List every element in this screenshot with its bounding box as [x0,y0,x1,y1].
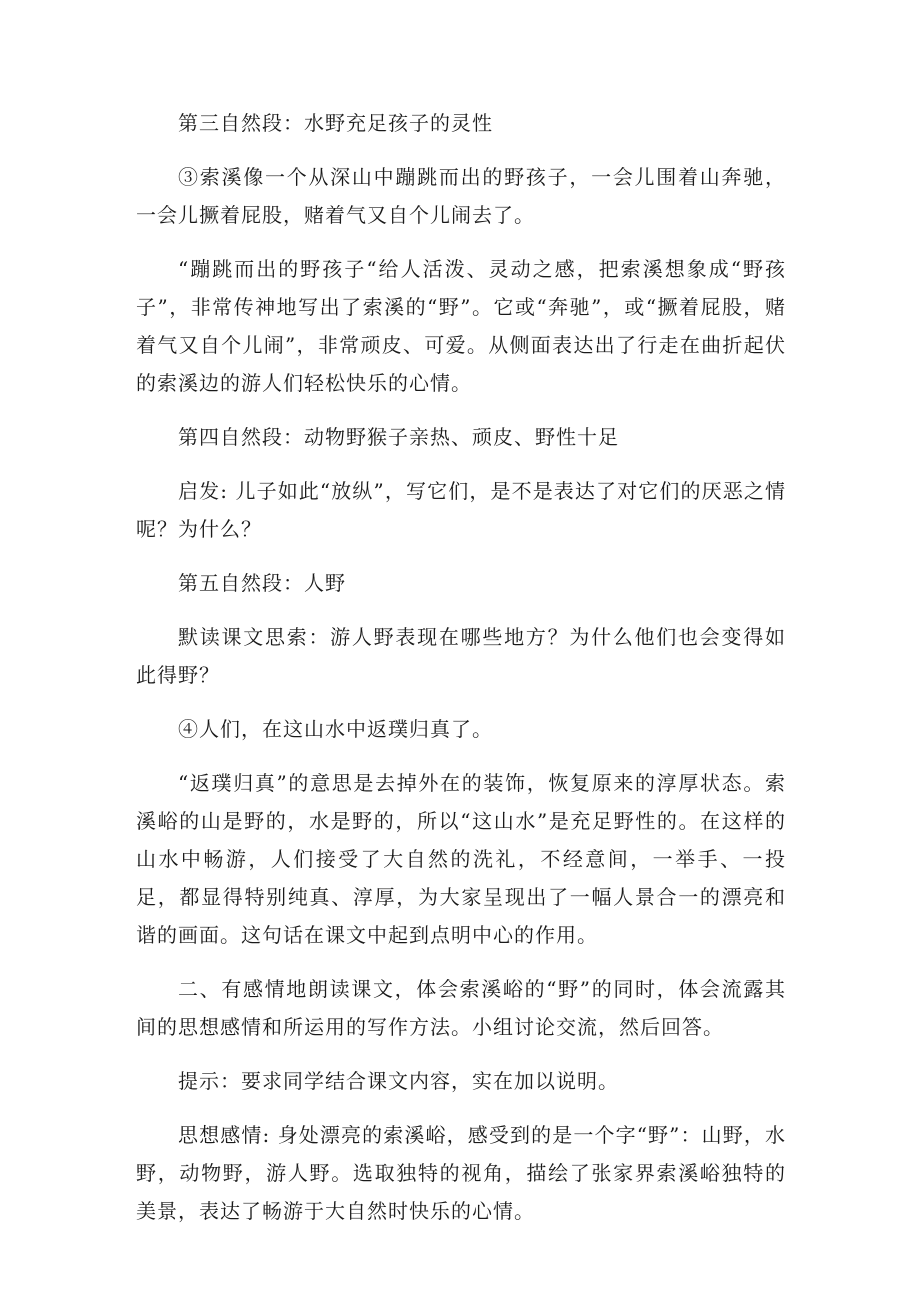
paragraph-question-5: 默读课文思索：游人野表现在哪些地方？为什么他们也会变得如此得野？ [136,625,786,687]
paragraph-hint-4: 启发: 儿子如此“放纵”，写它们，是不是表达了对它们的厌恶之情呢？为什么？ [136,479,786,541]
paragraph-quote-3: ③索溪像一个从深山中蹦跳而出的野孩子，一会儿围着山奔驰，一会儿撅着屁股，赌着气又自个儿闹去了。 [136,165,786,227]
paragraph-analysis-3: “蹦跳而出的野孩子“给人活泼、灵动之感，把索溪想象成“野孩子”，非常传神地写出了索溪的“野”。它或“奔驰”，或“撅着屁股，赌着气又自个儿闹”，非常顽皮、可爱。从侧面表达出了行走在曲折起伏的索溪边的游人们轻松快乐的心情。 [136,257,786,395]
paragraph-heading-3: 第三自然段：水野充足孩子的灵性 [178,111,493,135]
paragraph-feelings: 思想感情: 身处漂亮的索溪峪，感受到的是一个字“野”：山野，水野，动物野，游人野。选取独特的视角，描绘了张家界索溪峪独特的美景，表达了畅游于大自然时快乐的心情。 [136,1123,786,1223]
paragraph-heading-5: 第五自然段：人野 [178,571,346,595]
paragraph-tip: 提示：要求同学结合课文内容，实在加以说明。 [178,1069,619,1093]
document-body [136,104,786,1230]
paragraph-heading-4: 第四自然段：动物野猴子亲热、顽皮、野性十足 [178,425,619,449]
paragraph-task-2: 二、有感情地朗读课文，体会索溪峪的“野”的同时，体会流露其间的思想感情和所运用的写作方法。小组讨论交流，然后回答。 [136,977,786,1039]
paragraph-quote-4: ④人们，在这山水中返璞归真了。 [178,717,493,741]
paragraph-analysis-4: “返璞归真”的意思是去掉外在的装饰，恢复原来的淳厚状态。索溪峪的山是野的，水是野的，所以“这山水”是充足野性的。在这样的山水中畅游，人们接受了大自然的洗礼，不经意间，一举手、一投足，都显得特别纯真、淳厚，为大家呈现出了一幅人景合一的漂亮和谐的画面。这句话在课文中起到点明中心的作用。 [136,771,786,947]
